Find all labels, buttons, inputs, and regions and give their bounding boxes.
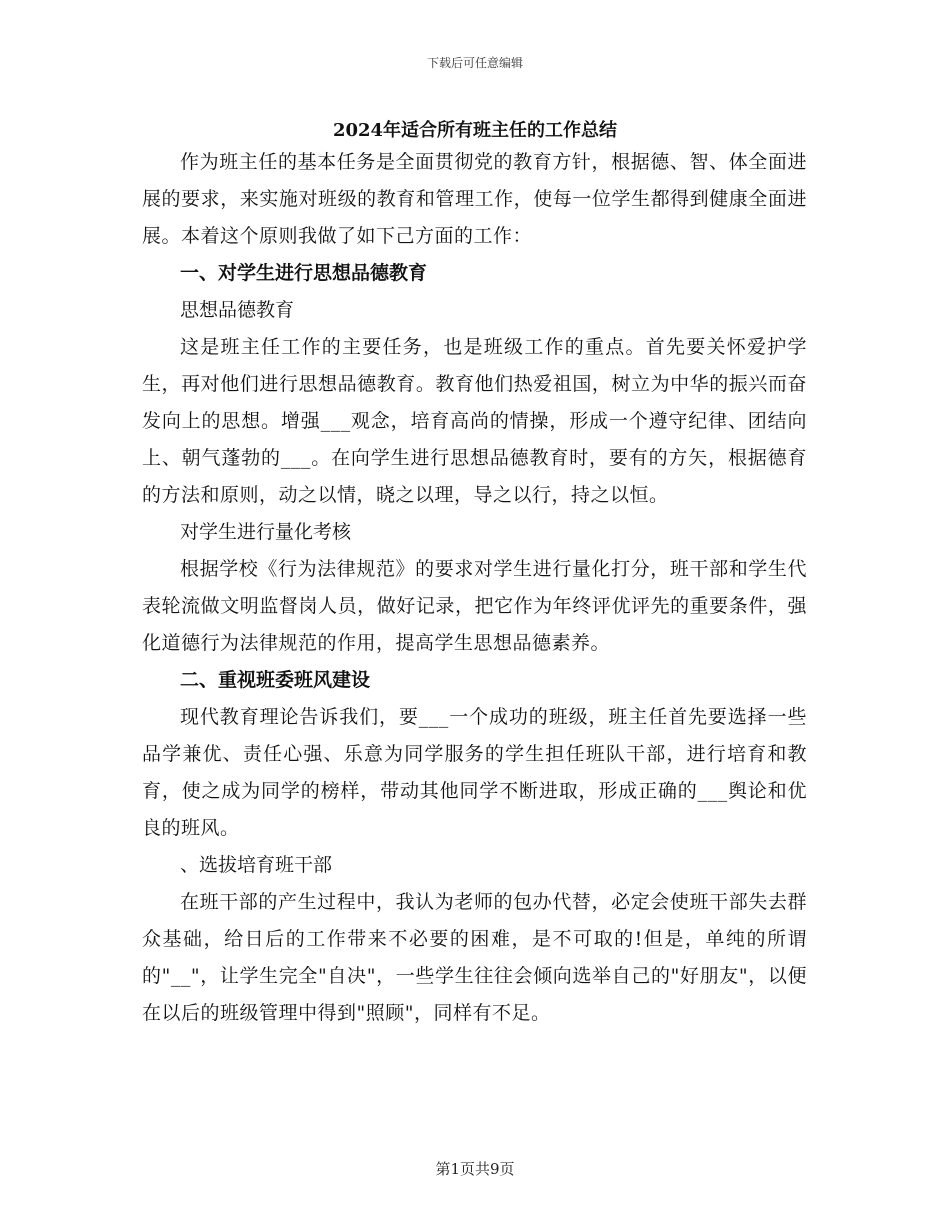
- section-heading-2: 二、重视班委班风建设: [180, 669, 371, 691]
- section-heading-1: 一、对学生进行思想品德教育: [180, 262, 428, 284]
- subheading-moral-education: 思想品德教育: [180, 299, 295, 321]
- page-number-footer: 第1页共9页: [435, 1160, 515, 1178]
- paragraph-class-committee: 现代教育理论告诉我们，要___一个成功的班级，班主任首先要选择一些品学兼优、责任心强、乐意为同学服务的学生担任班队干部，进行培育和教育，使之成为同学的榜样，带动其他同学不断进取，形成正确的___舆论和优良的班风。: [142, 706, 807, 839]
- intro-paragraph: 作为班主任的基本任务是全面贯彻党的教育方针，根据德、智、体全面进展的要求，来实施对班级的教育和管理工作，使每一位学生都得到健康全面进展。本着这个原则我做了如下己方面的工作：: [142, 151, 807, 247]
- paragraph-moral-education: 这是班主任工作的主要任务，也是班级工作的重点。首先要关怀爱护学生，再对他们进行思想品德教育。教育他们热爱祖国，树立为中华的振兴而奋发向上的思想。增强___观念，培育高尚的情操，形成一个遵守纪律、团结向上、朝气蓬勃的___。在向学生进行思想品德教育时，要有的方矢，根据德育的方法和原则，动之以情，晓之以理，导之以行，持之以恒。: [142, 336, 807, 506]
- paragraph-select-cadres: 在班干部的产生过程中，我认为老师的包办代替，必定会使班干部失去群众基础，给日后的工作带来不必要的困难，是不可取的!但是，单纯的所谓的"__"，让学生完全"自决"，一些学生往往会倾向选举自己的"好朋友"，以便在以后的班级管理中得到"照顾"，同样有不足。: [142, 891, 807, 1024]
- header-note: 下载后可任意编辑: [426, 56, 523, 70]
- document-body: [142, 144, 807, 1032]
- document-title: 2024年适合所有班主任的工作总结: [332, 120, 618, 141]
- subheading-select-cadres: 、选拔培育班干部: [180, 854, 333, 876]
- subheading-quantitative-assessment: 对学生进行量化考核: [180, 521, 352, 543]
- paragraph-quantitative-assessment: 根据学校《行为法律规范》的要求对学生进行量化打分，班干部和学生代表轮流做文明监督岗人员，做好记录，把它作为年终评优评先的重要条件，强化道德行为法律规范的作用，提高学生思想品德素养。: [142, 558, 807, 654]
